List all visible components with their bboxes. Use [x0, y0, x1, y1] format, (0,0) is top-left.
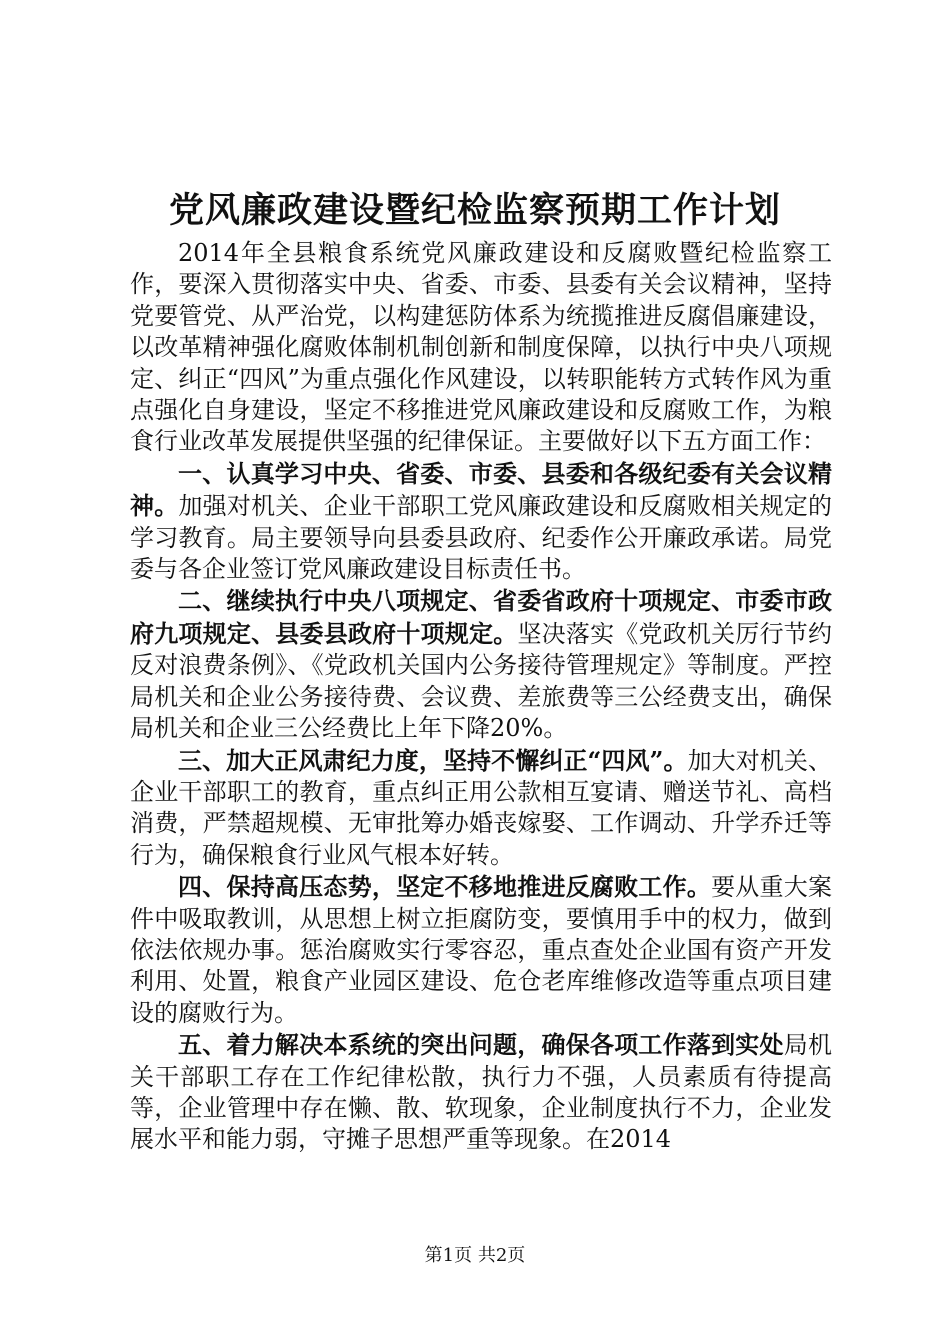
section-heading-1: 一、认真学习中央、省委、市委、县委和各级纪委有关会议精神。	[130, 458, 832, 521]
section-text-5: 局机关干部职工存在工作纪律松散，执行力不强，人员素质有待提高等，企业管理中存在懒、散、软现象，企业制度执行不力，企业发展水平和能力弱，守摊子思想严重等现象。在2014	[130, 1031, 833, 1154]
section-text-2: 坚决落实《党政机关厉行节约反对浪费条例》、《党政机关国内公务接待管理规定》等制度。严控局机关和企业公务接待费、会议费、差旅费等三公经费支出，确保局机关和企业三公经费比上年下降20%。	[130, 619, 833, 743]
section-paragraph-1	[130, 458, 832, 586]
page-footer: 第1页 共2页	[424, 1245, 526, 1266]
document-body	[130, 238, 832, 1156]
section-paragraph-5	[130, 1029, 832, 1156]
intro-paragraph: 2014年全县粮食系统党风廉政建设和反腐败暨纪检监察工作，要深入贯彻落实中央、省委、市委、县委有关会议精神，坚持党要管党、从严治党，以构建惩防体系为统揽推进反腐倡廉建设，以改革精神强化腐败体制机制创新和制度保障，以执行中央八项规定、纠正“四风”为重点强化作风建设，以转职能转方式转作风为重点强化自身建设，坚定不移推进党风廉政建设和反腐败工作，为粮食行业改革发展提供坚强的纪律保证。主要做好以下五方面工作：	[130, 239, 832, 456]
section-heading-3: 三、加大正风肃纪力度，坚持不懈纠正“四风”。	[178, 745, 688, 775]
section-heading-5: 五、着力解决本系统的突出问题，确保各项工作落到实处	[178, 1030, 784, 1060]
section-text-3: 加大对机关、企业干部职工的教育，重点纠正用公款相互宴请、赠送节礼、高档消费，严禁超规模、无审批筹办婚丧嫁娶、工作调动、升学乔迁等行为，确保粮食行业风气根本好转。	[130, 746, 833, 869]
section-paragraph-4	[130, 871, 832, 1029]
section-paragraph-2	[130, 585, 832, 744]
document-title: 党风廉政建设暨纪检监察预期工作计划	[168, 190, 781, 231]
section-heading-2: 二、继续执行中央八项规定、省委省政府十项规定、市委市政府九项规定、县委县政府十项规定。	[130, 586, 832, 648]
section-heading-4: 四、保持高压态势，坚定不移地推进反腐败工作。	[178, 872, 712, 902]
section-paragraph-3	[130, 745, 832, 872]
section-text-4: 要从重大案件中吸取教训，从思想上树立拒腐防变，要慎用手中的权力，做到依法依规办事。惩治腐败实行零容忍，重点查处企业国有资产开发利用、处置，粮食产业园区建设、危仓老库维修改造等重点项目建设的腐败行为。	[130, 873, 833, 1027]
section-text-1: 加强对机关、企业干部职工党风廉政建设和反腐败相关规定的学习教育。局主要领导向县委县政府、纪委作公开廉政承诺。局党委与各企业签订党风廉政建设目标责任书。	[130, 492, 833, 584]
